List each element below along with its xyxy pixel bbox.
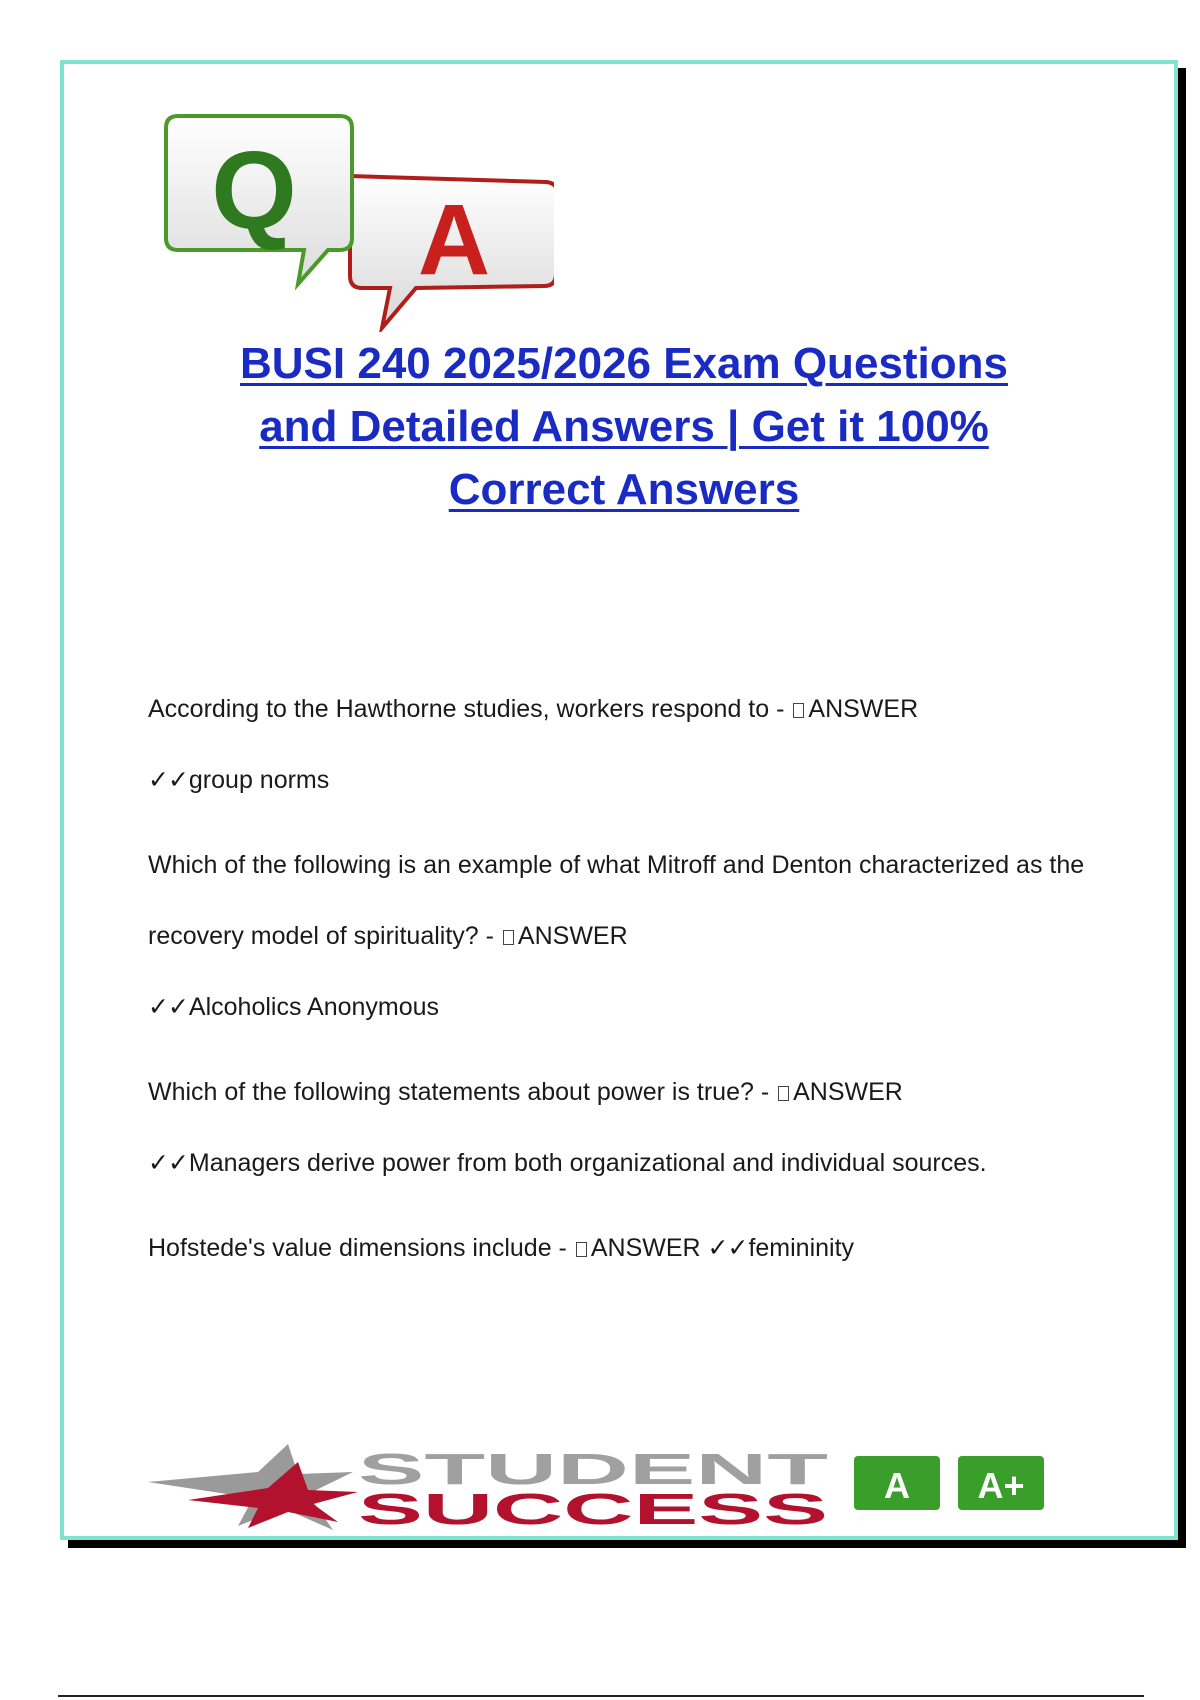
question-text: According to the Hawthorne studies, workers respond to -: [148, 695, 785, 723]
missing-glyph-box-icon: [793, 703, 804, 718]
grade-a-text: A: [884, 1465, 910, 1506]
grade-a-badge: [854, 1456, 940, 1510]
brand-success-text: SUCCESS: [358, 1485, 828, 1532]
title-line: BUSI 240 2025/2026 Exam Questions: [240, 339, 1008, 388]
grade-a-plus-text: A+: [977, 1465, 1025, 1506]
double-check-icon: ✓✓: [707, 1234, 748, 1262]
double-check-icon: ✓✓: [148, 766, 188, 794]
double-check-icon: ✓✓: [148, 993, 188, 1021]
qa-item: [148, 674, 1088, 816]
missing-glyph-box-icon: [778, 1086, 789, 1101]
qa-item: [148, 1213, 1088, 1284]
student-success-logo: [148, 1442, 1098, 1532]
double-check-icon: ✓✓: [148, 1149, 188, 1177]
qa-item: [148, 830, 1088, 1043]
a-letter: A: [417, 184, 491, 296]
a-bubble: [350, 176, 554, 328]
star-swoosh-icon: [148, 1444, 358, 1530]
missing-glyph-box-icon: [503, 930, 514, 945]
qa-item: [148, 1057, 1088, 1199]
qa-speech-bubbles-logo: [154, 92, 554, 332]
question-text: Which of the following statements about power is true? -: [148, 1078, 770, 1106]
page-bottom-divider: [58, 1695, 1144, 1697]
question-text: Hofstede's value dimensions include -: [148, 1234, 567, 1262]
missing-glyph-box-icon: [576, 1242, 587, 1257]
title-line: Correct Answers: [448, 465, 800, 514]
answer-label: ANSWER: [517, 922, 628, 950]
answer-label: ANSWER: [793, 1078, 903, 1106]
grade-a-plus-badge: [958, 1456, 1044, 1510]
qa-list: [148, 674, 1088, 1284]
title-line: and Detailed Answers | Get it 100%: [259, 402, 989, 451]
answer-text: Alcoholics Anonymous: [188, 993, 440, 1021]
brand-student-text: STUDENT: [358, 1445, 829, 1494]
question-text: Which of the following is an example of what Mitroff and Denton characterized as the recovery model of spirituality? -: [148, 851, 1085, 950]
answer-label: ANSWER: [808, 695, 919, 723]
answer-text: femininity: [748, 1234, 855, 1262]
document-title: [164, 332, 1084, 521]
answer-text: Managers derive power from both organizational and individual sources.: [188, 1149, 987, 1177]
page-frame: [60, 60, 1178, 1540]
q-letter: Q: [211, 129, 297, 252]
answer-text: group norms: [188, 766, 330, 794]
answer-label: ANSWER: [590, 1234, 701, 1262]
q-bubble: [166, 116, 352, 284]
